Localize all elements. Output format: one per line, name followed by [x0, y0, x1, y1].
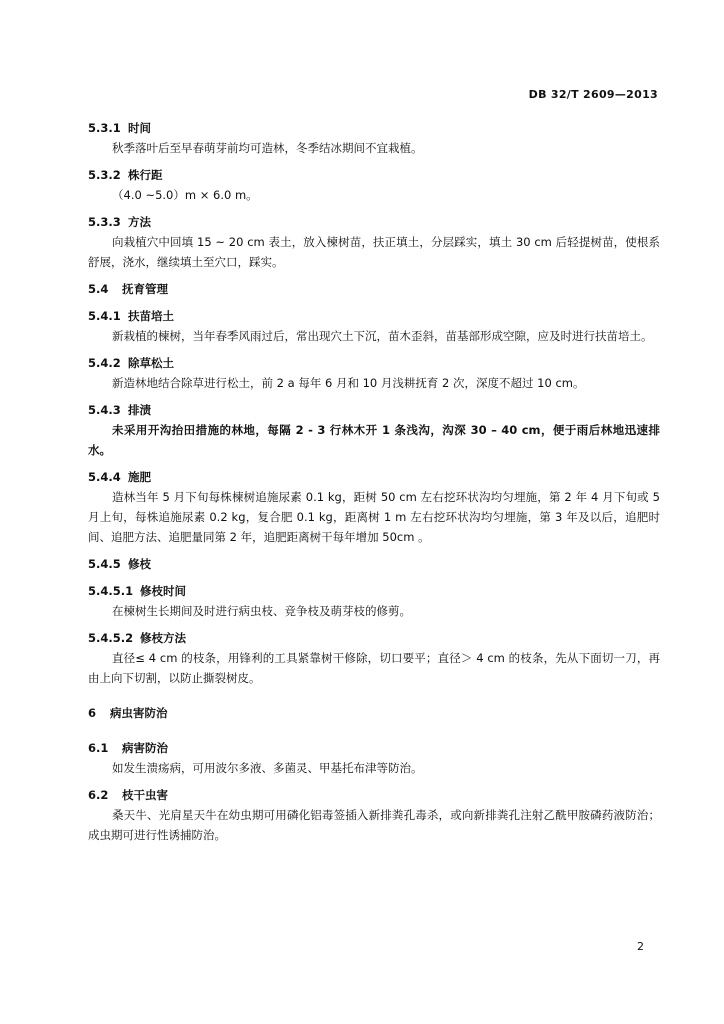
heading-5-4-3	[88, 400, 660, 420]
heading-title: 方法	[128, 215, 151, 229]
heading-5-4	[88, 279, 660, 299]
heading-number: 5.4.5	[88, 557, 121, 571]
heading-5-3-3	[88, 212, 660, 232]
paragraph-5-3-3: 向栽植穴中回填 15 ~ 20 cm 表土，放入楝树苗，扶正填土，分层踩实，填土 30 cm 后轻提树苗，使根系舒展，浇水，继续填土至穴口，踩实。	[88, 235, 660, 269]
paragraph-5-4-2: 新造林地结合除草进行松土，前 2 a 每年 6 月和 10 月浅耕抚育 2 次，深度不超过 10 cm。	[112, 376, 585, 390]
heading-number: 5.4.5.1	[88, 584, 134, 598]
heading-5-4-2	[88, 353, 660, 373]
heading-number: 6.1	[88, 741, 109, 755]
heading-title: 抚育管理	[122, 282, 168, 296]
heading-5-3-2	[88, 165, 660, 185]
heading-number: 5.3.3	[88, 215, 121, 229]
page-number: 2	[637, 940, 644, 953]
heading-number: 6	[88, 706, 97, 720]
heading-title: 修枝	[128, 557, 151, 571]
heading-number: 5.3.2	[88, 168, 121, 182]
heading-5-4-5-2	[88, 628, 660, 648]
heading-title: 扶苗培土	[128, 309, 174, 323]
heading-number: 5.4.5.2	[88, 631, 134, 645]
heading-title: 修枝时间	[140, 584, 186, 598]
heading-6	[88, 703, 660, 723]
heading-number: 5.4.4	[88, 470, 121, 484]
heading-number: 5.4.1	[88, 309, 121, 323]
heading-5-4-5-1	[88, 581, 660, 601]
document-body	[88, 118, 660, 845]
paragraph-5-4-4: 造林当年 5 月下旬每株楝树追施尿素 0.1 kg，距树 50 cm 左右挖环状沟均匀埋施，第 2 年 4 月下旬或 5 月上旬，每株追施尿素 0.2 kg，复合肥 0.1 kg，距离树 1 m 左右挖环状沟均匀埋施，第 3 年及以后，追肥时间、追肥方法、追肥量同第 2 年，追肥距离树干每年增加 50cm 。	[88, 490, 660, 544]
paragraph-5-3-1: 秋季落叶后至早春萌芽前均可造林，冬季结冰期间不宜栽植。	[112, 141, 423, 155]
paragraph-6-2: 桑天牛、光肩星天牛在幼虫期可用磷化铝毒签插入新排粪孔毒杀，或向新排粪孔注射乙酰甲胺磷药液防治；成虫期可进行性诱捕防治。	[88, 808, 660, 842]
heading-title: 病害防治	[122, 741, 168, 755]
heading-title: 株行距	[128, 168, 163, 182]
heading-5-4-4	[88, 467, 660, 487]
paragraph-5-3-2: （4.0 ~5.0）m × 6.0 m。	[112, 188, 258, 202]
heading-title: 施肥	[128, 470, 151, 484]
heading-title: 病虫害防治	[110, 706, 168, 720]
heading-number: 6.2	[88, 788, 109, 802]
heading-title: 枝干虫害	[122, 788, 168, 802]
heading-5-4-1	[88, 306, 660, 326]
paragraph-5-4-5-1: 在楝树生长期间及时进行病虫枝、竞争枝及萌芽枝的修剪。	[112, 604, 411, 618]
heading-5-3-1	[88, 118, 660, 138]
document-number: DB 32/T 2609—2013	[528, 88, 658, 101]
heading-number: 5.4.2	[88, 356, 121, 370]
heading-title: 修枝方法	[140, 631, 186, 645]
paragraph-5-4-5-2: 直径≤ 4 cm 的枝条，用锋利的工具紧靠树干修除，切口要平；直径＞ 4 cm 的枝条，先从下面切一刀，再由上向下切割，以防止撕裂树皮。	[88, 651, 660, 685]
heading-title: 除草松土	[128, 356, 174, 370]
heading-title: 时间	[128, 121, 151, 135]
heading-number: 5.4	[88, 282, 109, 296]
heading-6-2	[88, 785, 660, 805]
paragraph-5-4-1: 新栽植的楝树，当年春季风雨过后，常出现穴土下沉，苗木歪斜，苗基部形成空隙，应及时进行扶苗培土。	[112, 329, 653, 343]
heading-title: 排渍	[128, 403, 151, 417]
paragraph-6-1: 如发生溃疡病，可用波尔多液、多菌灵、甲基托布津等防治。	[112, 761, 423, 775]
paragraph-5-4-3: 未采用开沟抬田措施的林地，每隔 2 - 3 行林木开 1 条浅沟，沟深 30 – 40 cm，便于雨后林地迅速排水。	[88, 423, 660, 457]
heading-number: 5.4.3	[88, 403, 121, 417]
heading-number: 5.3.1	[88, 121, 121, 135]
heading-5-4-5	[88, 554, 660, 574]
heading-6-1	[88, 738, 660, 758]
